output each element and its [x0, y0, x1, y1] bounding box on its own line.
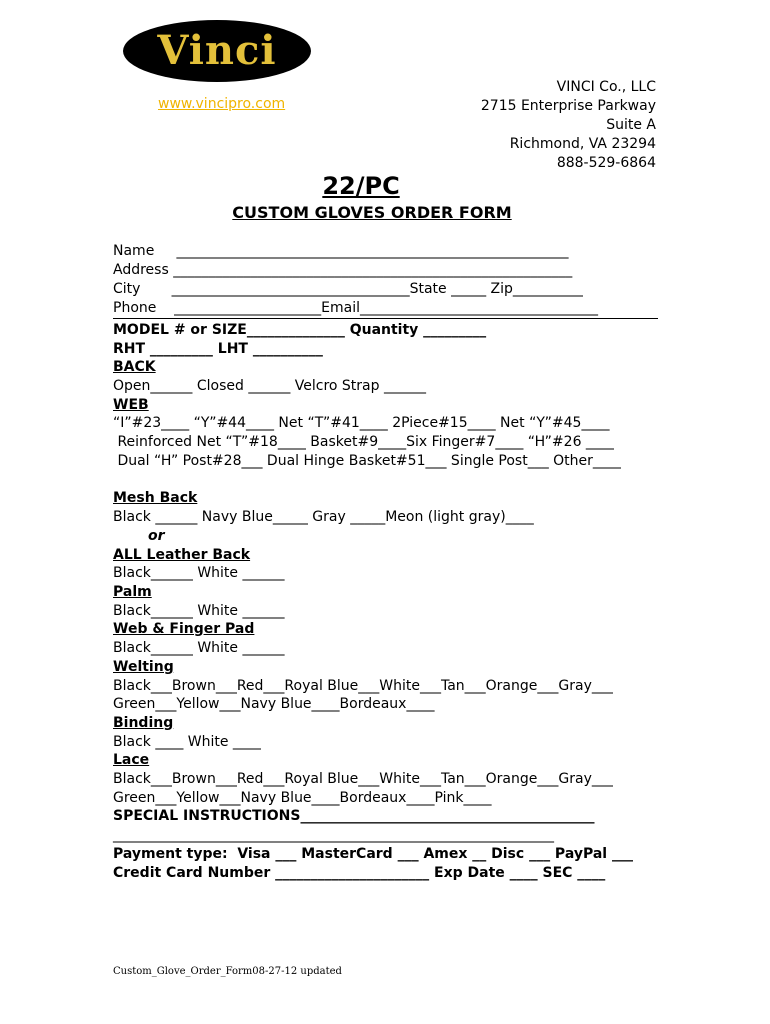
mesh-back-options[interactable]: Black ______ Navy Blue_____ Gray _____Meon (light gray)____ — [113, 509, 534, 525]
or-label: or — [148, 528, 165, 544]
address-line: 888-529-6864 — [556, 155, 656, 171]
footer-text: Custom_Glove_Order_Form08-27-12 updated — [113, 966, 342, 977]
web-options-row[interactable]: Reinforced Net “T”#18____ Basket#9____Six Finger#7____ “H”#26 ____ — [113, 434, 614, 450]
special-instructions-line[interactable]: _______________________________________________________________ — [113, 827, 554, 843]
form-title: CUSTOM GLOVES ORDER FORM — [232, 203, 512, 222]
palm-options[interactable]: Black______ White ______ — [113, 603, 285, 619]
web-heading: WEB — [113, 397, 149, 413]
divider — [113, 318, 658, 319]
website-link[interactable]: www.vincipro.com — [158, 96, 286, 112]
palm-heading: Palm — [113, 584, 152, 600]
form-code: 22/PC — [322, 172, 400, 200]
model-quantity-field[interactable]: MODEL # or SIZE______________ Quantity _________ — [113, 322, 487, 338]
binding-heading: Binding — [113, 715, 174, 731]
lace-options-row[interactable]: Black___Brown___Red___Royal Blue___White___Tan___Orange___Gray___ — [113, 771, 613, 787]
company-address — [481, 78, 656, 173]
address-line: VINCI Co., LLC — [556, 79, 656, 95]
binding-options[interactable]: Black ____ White ____ — [113, 734, 261, 750]
welting-options-row[interactable]: Black___Brown___Red___Royal Blue___White___Tan___Orange___Gray___ — [113, 678, 613, 694]
lace-options-row[interactable]: Green___Yellow___Navy Blue____Bordeaux____Pink____ — [113, 790, 492, 806]
address-field[interactable]: Address _________________________________________________________ — [113, 262, 573, 278]
web-options-row[interactable]: Dual “H” Post#28___ Dual Hinge Basket#51___ Single Post___ Other____ — [113, 453, 621, 469]
back-heading: BACK — [113, 359, 156, 375]
vinci-logo — [123, 20, 311, 82]
address-line: Suite A — [606, 117, 656, 133]
phone-email-field[interactable]: Phone _____________________Email__________________________________ — [113, 300, 599, 316]
web-finger-pad-options[interactable]: Black______ White ______ — [113, 640, 285, 656]
address-line: Richmond, VA 23294 — [509, 136, 656, 152]
welting-options-row[interactable]: Green___Yellow___Navy Blue____Bordeaux____ — [113, 696, 435, 712]
lace-heading: Lace — [113, 752, 150, 768]
logo-text: Vinci — [157, 27, 277, 74]
name-field[interactable]: Name ________________________________________________________ — [113, 243, 569, 259]
mesh-back-heading: Mesh Back — [113, 490, 198, 506]
special-instructions-field[interactable]: SPECIAL INSTRUCTIONS__________________________________________ — [113, 808, 595, 824]
city-state-zip-field[interactable]: City __________________________________State _____ Zip__________ — [113, 281, 583, 297]
payment-type-field[interactable]: Payment type: Visa ___ MasterCard ___ Amex __ Disc ___ PayPal ___ — [113, 846, 633, 862]
back-options[interactable]: Open______ Closed ______ Velcro Strap ______ — [113, 378, 426, 394]
credit-card-field[interactable]: Credit Card Number ______________________ Exp Date ____ SEC ____ — [113, 865, 606, 881]
web-options-row[interactable]: “I”#23____ “Y”#44____ Net “T”#41____ 2Piece#15____ Net “Y”#45____ — [113, 415, 610, 431]
address-line: 2715 Enterprise Parkway — [480, 98, 656, 114]
leather-back-heading: ALL Leather Back — [113, 547, 251, 563]
leather-back-options[interactable]: Black______ White ______ — [113, 565, 285, 581]
hand-field[interactable]: RHT _________ LHT __________ — [113, 341, 323, 357]
welting-heading: Welting — [113, 659, 174, 675]
web-finger-pad-heading: Web & Finger Pad — [113, 621, 255, 637]
